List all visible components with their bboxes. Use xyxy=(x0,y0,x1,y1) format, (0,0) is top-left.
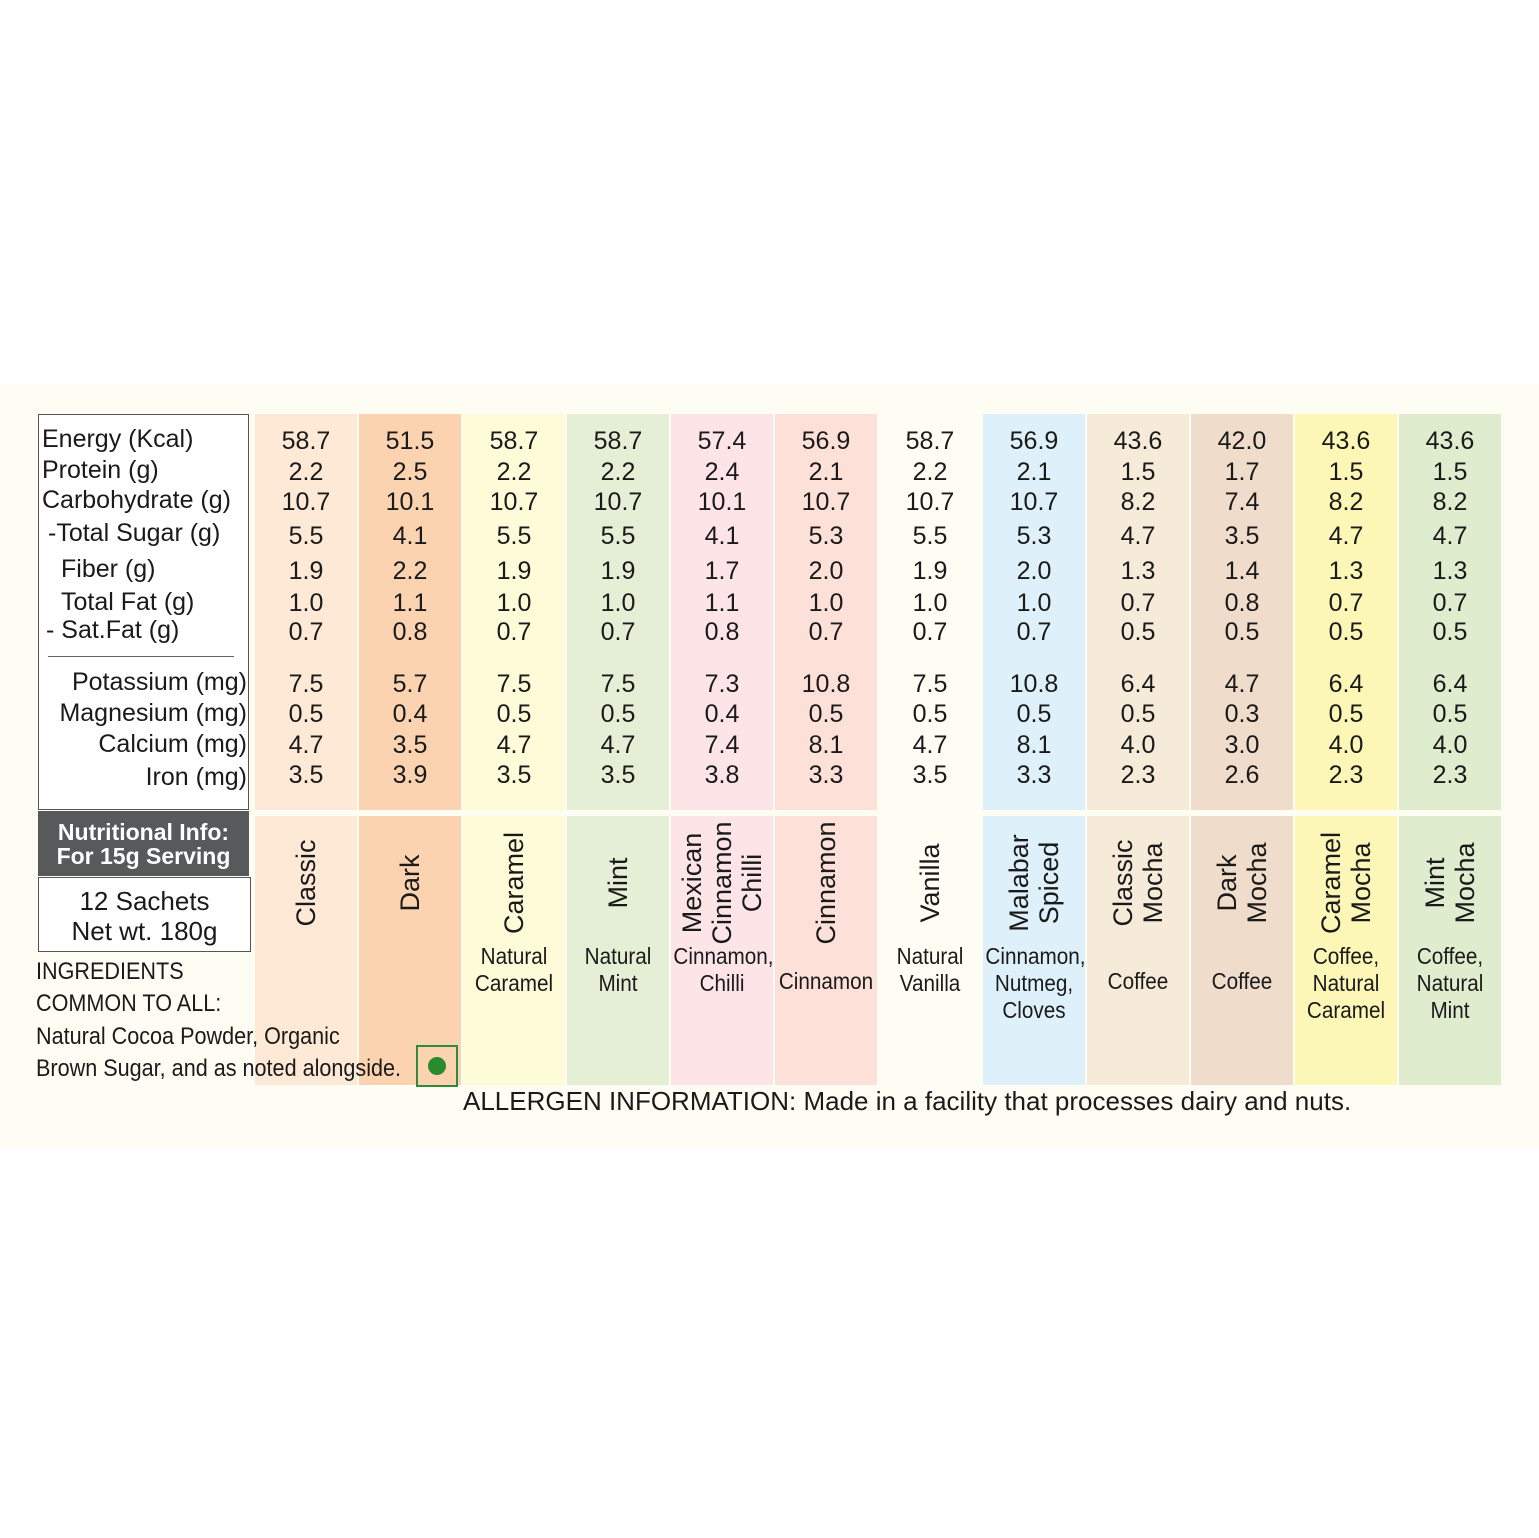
nutrient-value: 5.5 xyxy=(496,522,532,550)
flavor-ingredient-line: Coffee xyxy=(1107,968,1169,994)
nutrient-value: 2.5 xyxy=(392,458,428,486)
flavor-name-line: Malabar xyxy=(1004,834,1034,932)
nutrient-value: 56.9 xyxy=(801,427,851,455)
nutrient-value: 10.7 xyxy=(281,488,331,516)
flavor-name-line: Mint xyxy=(603,857,633,909)
nutrient-value: 1.4 xyxy=(1224,557,1260,585)
flavor-ingredient-line: Coffee xyxy=(1211,968,1273,994)
nutrient-value: 3.5 xyxy=(600,761,636,789)
nutrient-value: 1.5 xyxy=(1432,458,1468,486)
nutrient-value: 7.4 xyxy=(704,731,740,759)
nutrient-value: 0.5 xyxy=(912,700,948,728)
nutrient-value: 7.3 xyxy=(704,670,740,698)
nutrient-value: 4.7 xyxy=(288,731,324,759)
flavor-ingredients xyxy=(881,943,978,997)
nutrient-value: 0.5 xyxy=(1432,618,1468,646)
nutrient-value: 0.7 xyxy=(1328,589,1364,617)
nutrient-value: 1.9 xyxy=(288,557,324,585)
nutrient-value: 42.0 xyxy=(1217,427,1267,455)
nutrient-value: 1.9 xyxy=(912,557,948,585)
flavor-ingredients xyxy=(777,968,874,995)
nutrient-value: 8.2 xyxy=(1328,488,1364,516)
nutrient-value: 0.5 xyxy=(1328,618,1364,646)
nutrient-value: 5.7 xyxy=(392,670,428,698)
nutrient-value: 1.3 xyxy=(1328,557,1364,585)
nutrient-value: 2.0 xyxy=(808,557,844,585)
pack-line-2: Net wt. 180g xyxy=(71,916,218,946)
nutrient-label: Fiber (g) xyxy=(61,555,156,583)
nutrient-value: 1.0 xyxy=(912,589,948,617)
flavor-ingredient-line: Cinnamon, xyxy=(985,943,1086,969)
nutrient-value: 4.0 xyxy=(1432,731,1468,759)
nutrient-value: 0.7 xyxy=(1120,589,1156,617)
nutrient-value: 0.5 xyxy=(600,700,636,728)
ingredients-line-1: Natural Cocoa Powder, Organic xyxy=(36,1023,340,1050)
nutrient-value: 58.7 xyxy=(593,427,643,455)
flavor-name-line: Caramel xyxy=(499,831,529,935)
flavor-ingredient-line: Natural xyxy=(584,943,652,969)
nutrient-value: 0.5 xyxy=(1120,618,1156,646)
nutrient-value: 1.3 xyxy=(1120,557,1156,585)
nutrient-value: 2.2 xyxy=(392,557,428,585)
nutrient-value: 2.0 xyxy=(1016,557,1052,585)
veg-mark-icon xyxy=(416,1045,458,1087)
ingredients-heading-2: COMMON TO ALL: xyxy=(36,990,222,1017)
nutrient-value: 1.5 xyxy=(1120,458,1156,486)
nutrient-value: 4.7 xyxy=(1120,522,1156,550)
flavor-name-text xyxy=(1098,783,1178,983)
flavor-name-line: Mocha xyxy=(1450,842,1480,924)
flavor-name-line: Mocha xyxy=(1346,842,1376,924)
serving-line-1: Nutritional Info: xyxy=(57,819,230,845)
nutrient-value: 1.1 xyxy=(704,589,740,617)
nutrient-value: 58.7 xyxy=(905,427,955,455)
nutrient-value: 4.1 xyxy=(704,522,740,550)
nutrient-label: Calcium (mg) xyxy=(98,730,247,758)
nutrient-value: 6.4 xyxy=(1328,670,1364,698)
nutrient-value: 2.2 xyxy=(496,458,532,486)
flavor-ingredient-line: Caramel xyxy=(474,970,554,996)
nutrient-value: 7.5 xyxy=(496,670,532,698)
nutrient-value: 0.7 xyxy=(1432,589,1468,617)
nutrient-value: 4.1 xyxy=(392,522,428,550)
flavor-ingredient-line: Mint xyxy=(1430,997,1470,1023)
nutrient-value: 0.5 xyxy=(808,700,844,728)
nutrient-value: 6.4 xyxy=(1432,670,1468,698)
nutrient-value: 58.7 xyxy=(281,427,331,455)
nutrient-value: 1.0 xyxy=(1016,589,1052,617)
nutrient-value: 1.5 xyxy=(1328,458,1364,486)
flavor-ingredients xyxy=(1193,968,1290,995)
nutrient-label: Total Fat (g) xyxy=(61,588,195,616)
nutrient-label: Carbohydrate (g) xyxy=(42,486,231,514)
nutrient-value: 1.0 xyxy=(808,589,844,617)
nutrient-value: 7.5 xyxy=(288,670,324,698)
nutrient-value: 57.4 xyxy=(697,427,747,455)
nutrient-label: -Total Sugar (g) xyxy=(48,519,221,547)
flavor-ingredient-line: Coffee, xyxy=(1416,943,1484,969)
nutrient-value: 4.7 xyxy=(1432,522,1468,550)
nutrient-value: 4.7 xyxy=(1224,670,1260,698)
flavor-ingredient-line: Natural xyxy=(1312,970,1380,996)
nutrient-value: 0.7 xyxy=(912,618,948,646)
nutrient-value: 3.5 xyxy=(392,731,428,759)
nutrient-value: 1.9 xyxy=(496,557,532,585)
nutrient-value: 0.4 xyxy=(704,700,740,728)
nutrient-label: Magnesium (mg) xyxy=(59,699,247,727)
flavor-ingredient-line: Natural xyxy=(896,943,964,969)
nutrient-value: 3.5 xyxy=(1224,522,1260,550)
nutrient-value: 4.7 xyxy=(600,731,636,759)
nutrient-value: 8.2 xyxy=(1432,488,1468,516)
flavor-name-line: Classic xyxy=(1108,839,1138,927)
nutrient-value: 10.7 xyxy=(801,488,851,516)
nutrient-value: 2.1 xyxy=(1016,458,1052,486)
flavor-ingredient-line: Chilli xyxy=(699,970,745,996)
flavor-ingredient-line: Natural xyxy=(1416,970,1484,996)
nutrient-value: 2.2 xyxy=(288,458,324,486)
nutrient-value: 0.7 xyxy=(1016,618,1052,646)
nutrient-value: 2.3 xyxy=(1120,761,1156,789)
nutrient-value: 8.2 xyxy=(1120,488,1156,516)
nutrient-value: 0.3 xyxy=(1224,700,1260,728)
flavor-ingredient-line: Cinnamon xyxy=(778,968,874,994)
nutrient-value: 3.5 xyxy=(288,761,324,789)
nutrient-value: 2.2 xyxy=(600,458,636,486)
serving-line-2: For 15g Serving xyxy=(56,843,231,869)
flavor-name-line: Classic xyxy=(291,839,321,927)
nutrient-value: 5.5 xyxy=(288,522,324,550)
flavor-ingredients xyxy=(569,943,666,997)
flavor-ingredients xyxy=(1297,943,1394,1024)
nutrient-value: 10.7 xyxy=(489,488,539,516)
nutrient-value: 1.0 xyxy=(288,589,324,617)
nutrient-value: 10.8 xyxy=(801,670,851,698)
nutrient-value: 10.7 xyxy=(905,488,955,516)
nutrient-value: 56.9 xyxy=(1009,427,1059,455)
nutrient-value: 7.4 xyxy=(1224,488,1260,516)
nutrient-value: 0.5 xyxy=(1224,618,1260,646)
nutrient-value: 2.1 xyxy=(808,458,844,486)
nutrient-value: 0.8 xyxy=(704,618,740,646)
flavor-name-line: Vanilla xyxy=(915,843,945,923)
nutrient-value: 4.7 xyxy=(1328,522,1364,550)
nutrient-value: 2.4 xyxy=(704,458,740,486)
nutrient-value: 10.7 xyxy=(1009,488,1059,516)
flavor-name-line: Caramel xyxy=(1316,831,1346,935)
flavor-ingredient-line: Cinnamon, xyxy=(673,943,774,969)
flavor-ingredient-line: Cloves xyxy=(1002,997,1066,1023)
flavor-ingredients xyxy=(1401,943,1498,1024)
flavor-name-line: Mint xyxy=(1420,857,1450,909)
flavor-name-line: Dark xyxy=(395,854,425,912)
nutrient-value: 10.8 xyxy=(1009,670,1059,698)
nutrient-value: 3.9 xyxy=(392,761,428,789)
nutrient-value: 3.0 xyxy=(1224,731,1260,759)
flavor-ingredients xyxy=(673,943,774,997)
flavor-name-text xyxy=(370,783,450,983)
nutrient-value: 3.3 xyxy=(1016,761,1052,789)
nutrient-value: 0.5 xyxy=(288,700,324,728)
nutrient-value: 0.5 xyxy=(1328,700,1364,728)
nutrient-value: 0.5 xyxy=(496,700,532,728)
pack-size-box xyxy=(38,877,251,952)
nutrient-value: 5.3 xyxy=(808,522,844,550)
nutrient-label: Protein (g) xyxy=(42,456,159,484)
nutrient-value: 0.5 xyxy=(1016,700,1052,728)
nutrient-value: 3.5 xyxy=(912,761,948,789)
flavor-name-text xyxy=(266,783,346,983)
nutrient-value: 7.5 xyxy=(600,670,636,698)
ingredients-line-2: Brown Sugar, and as noted alongside. xyxy=(36,1055,402,1082)
nutrient-value: 3.3 xyxy=(808,761,844,789)
nutrient-value: 10.1 xyxy=(385,488,435,516)
nutrient-value: 4.0 xyxy=(1328,731,1364,759)
nutrient-value: 0.8 xyxy=(1224,589,1260,617)
nutrient-label: - Sat.Fat (g) xyxy=(46,616,180,644)
nutrient-value: 43.6 xyxy=(1321,427,1371,455)
flavor-ingredients xyxy=(1089,968,1186,995)
nutrient-value: 7.5 xyxy=(912,670,948,698)
nutrient-label: Potassium (mg) xyxy=(71,668,247,696)
nutrient-value: 8.1 xyxy=(808,731,844,759)
flavor-ingredient-line: Mint xyxy=(598,970,638,996)
nutrient-value: 0.7 xyxy=(808,618,844,646)
nutrient-value: 51.5 xyxy=(385,427,435,455)
nutrient-value: 0.7 xyxy=(600,618,636,646)
flavor-ingredient-line: Caramel xyxy=(1306,997,1386,1023)
nutrient-value: 2.2 xyxy=(912,458,948,486)
flavor-name-line: Mocha xyxy=(1242,842,1272,924)
nutrient-value: 1.0 xyxy=(600,589,636,617)
nutrient-value: 0.8 xyxy=(392,618,428,646)
serving-info-badge xyxy=(38,811,249,876)
flavor-name-text xyxy=(786,783,866,983)
nutrient-value: 3.5 xyxy=(496,761,532,789)
nutrient-value: 0.7 xyxy=(496,618,532,646)
flavor-ingredient-line: Natural xyxy=(480,943,548,969)
nutrient-value: 10.7 xyxy=(593,488,643,516)
nutrient-value: 5.5 xyxy=(600,522,636,550)
nutrient-value: 0.4 xyxy=(392,700,428,728)
nutrient-value: 1.7 xyxy=(1224,458,1260,486)
flavor-name-line: Spiced xyxy=(1034,841,1064,925)
ingredients-heading-1: INGREDIENTS xyxy=(36,958,184,985)
nutrient-value: 4.0 xyxy=(1120,731,1156,759)
nutrient-value: 8.1 xyxy=(1016,731,1052,759)
flavor-ingredients xyxy=(985,943,1086,1024)
nutrient-value: 43.6 xyxy=(1425,427,1475,455)
nutrient-value: 1.0 xyxy=(496,589,532,617)
nutrient-value: 2.3 xyxy=(1328,761,1364,789)
nutrient-value: 0.5 xyxy=(1120,700,1156,728)
nutrient-value: 6.4 xyxy=(1120,670,1156,698)
allergen-information: ALLERGEN INFORMATION: Made in a facility that processes dairy and nuts. xyxy=(463,1086,1352,1116)
nutrient-value: 4.7 xyxy=(496,731,532,759)
flavor-ingredient-line: Coffee, xyxy=(1312,943,1380,969)
nutrient-value: 1.1 xyxy=(392,589,428,617)
flavor-ingredient-line: Nutmeg, xyxy=(994,970,1074,996)
flavor-name-line: Mexican xyxy=(677,832,707,934)
flavor-name-line: Mocha xyxy=(1138,842,1168,924)
nutrient-value: 4.7 xyxy=(912,731,948,759)
nutrient-value: 3.8 xyxy=(704,761,740,789)
veg-dot xyxy=(428,1057,446,1075)
nutrient-value: 58.7 xyxy=(489,427,539,455)
nutrient-value: 0.5 xyxy=(1432,700,1468,728)
nutrient-label: Iron (mg) xyxy=(145,763,247,791)
flavor-name-line: Chilli xyxy=(737,853,767,913)
flavor-name-text xyxy=(1202,783,1282,983)
nutrient-value: 2.6 xyxy=(1224,761,1260,789)
flavor-ingredient-line: Vanilla xyxy=(899,970,961,996)
nutrient-value: 1.7 xyxy=(704,557,740,585)
nutrient-value: 2.3 xyxy=(1432,761,1468,789)
nutrient-divider xyxy=(48,656,234,657)
flavor-name-line: Cinnamon xyxy=(811,821,841,945)
nutrient-label: Energy (Kcal) xyxy=(42,425,194,453)
pack-line-1: 12 Sachets xyxy=(79,886,210,916)
nutrient-value: 5.5 xyxy=(912,522,948,550)
flavor-name-line: Dark xyxy=(1212,854,1242,912)
nutrient-value: 0.7 xyxy=(288,618,324,646)
nutrient-value: 5.3 xyxy=(1016,522,1052,550)
flavor-ingredients xyxy=(465,943,562,997)
nutrient-value: 43.6 xyxy=(1113,427,1163,455)
nutrient-value: 1.9 xyxy=(600,557,636,585)
nutrient-value: 1.3 xyxy=(1432,557,1468,585)
flavor-name-line: Cinnamon xyxy=(707,821,737,945)
nutrient-value: 10.1 xyxy=(697,488,747,516)
